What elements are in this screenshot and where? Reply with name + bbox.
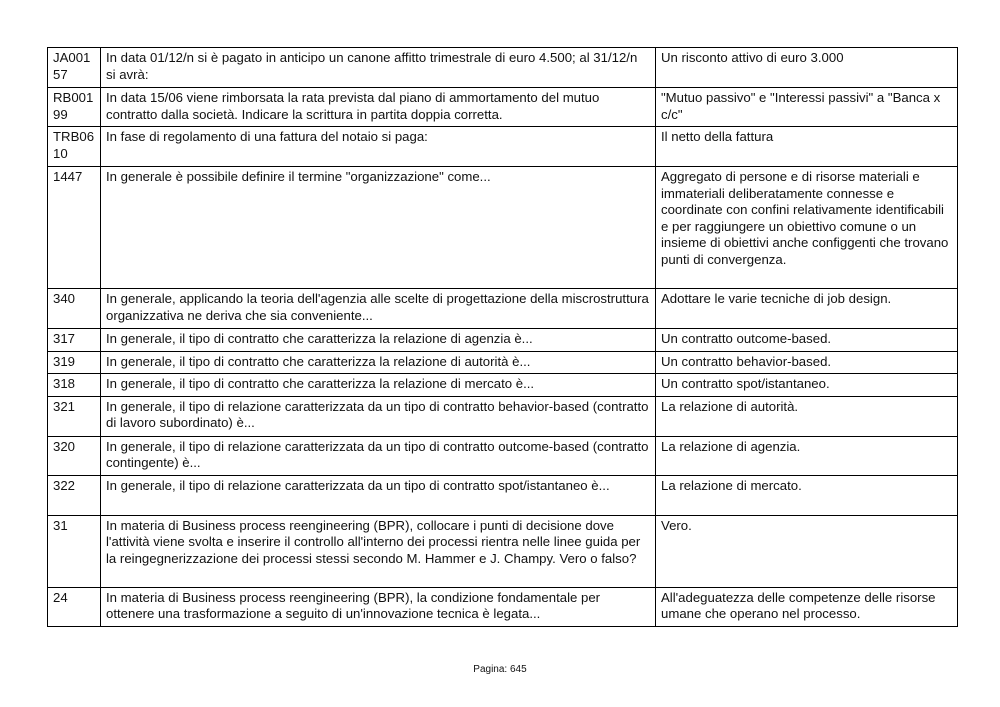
question-text: In generale, il tipo di relazione caratterizzata da un tipo di contratto behavior-based (contratto di lavoro subordinato) è... — [101, 396, 656, 436]
table-row — [48, 374, 958, 397]
question-text: In data 15/06 viene rimborsata la rata prevista dal piano di ammortamento del mutuo contratto dalla società. Indicare la scrittura in partita doppia corretta. — [101, 88, 656, 127]
question-id: 321 — [48, 396, 101, 436]
question-id: 24 — [48, 587, 101, 626]
question-text: In generale, il tipo di contratto che caratterizza la relazione di agenzia è... — [101, 329, 656, 352]
table-row — [48, 351, 958, 374]
question-text: In materia di Business process reengineering (BPR), la condizione fondamentale per ottenere una trasformazione a seguito di un'innovazione tecnica è legata... — [101, 587, 656, 626]
qa-table — [47, 47, 958, 627]
question-text: In generale, il tipo di contratto che caratterizza la relazione di mercato è... — [101, 374, 656, 397]
question-id: 340 — [48, 289, 101, 329]
table-row — [48, 396, 958, 436]
answer-text: Un contratto spot/istantaneo. — [656, 374, 958, 397]
question-id: 317 — [48, 329, 101, 352]
question-text: In generale, applicando la teoria dell'agenzia alle scelte di progettazione della miscrostruttura organizzativa ne deriva che sia conveniente... — [101, 289, 656, 329]
question-text: In fase di regolamento di una fattura del notaio si paga: — [101, 127, 656, 167]
table-row — [48, 167, 958, 289]
page-number: Pagina: 645 — [473, 664, 527, 675]
table-row — [48, 48, 958, 88]
table-row — [48, 88, 958, 127]
answer-text: Vero. — [656, 515, 958, 587]
table-row — [48, 289, 958, 329]
question-id: TRB0610 — [48, 127, 101, 167]
answer-text: La relazione di mercato. — [656, 475, 958, 515]
question-id: JA00157 — [48, 48, 101, 88]
table-row — [48, 515, 958, 587]
question-id: 322 — [48, 475, 101, 515]
table-row — [48, 587, 958, 626]
answer-text: Un contratto behavior-based. — [656, 351, 958, 374]
table-row — [48, 329, 958, 352]
answer-text: Un contratto outcome-based. — [656, 329, 958, 352]
answer-text: Un risconto attivo di euro 3.000 — [656, 48, 958, 88]
question-id: RB00199 — [48, 88, 101, 127]
question-text: In generale, il tipo di relazione caratterizzata da un tipo di contratto outcome-based (contratto contingente) è... — [101, 436, 656, 475]
answer-text: La relazione di agenzia. — [656, 436, 958, 475]
table-row — [48, 127, 958, 167]
question-text: In generale, il tipo di contratto che caratterizza la relazione di autorità è... — [101, 351, 656, 374]
answer-text: Il netto della fattura — [656, 127, 958, 167]
answer-text: "Mutuo passivo" e "Interessi passivi" a "Banca x c/c" — [656, 88, 958, 127]
question-id: 1447 — [48, 167, 101, 289]
question-id: 319 — [48, 351, 101, 374]
question-text: In generale, il tipo di relazione caratterizzata da un tipo di contratto spot/istantaneo è... — [101, 475, 656, 515]
question-text: In materia di Business process reengineering (BPR), collocare i punti di decisione dove l'attività viene svolta e inserire il controllo all'interno dei processi rientra nelle linee guida per la reingegnerizzazione dei processi stessi secondo M. Hammer e J. Champy. Vero o falso? — [101, 515, 656, 587]
table-row — [48, 436, 958, 475]
question-id: 31 — [48, 515, 101, 587]
answer-text: Adottare le varie tecniche di job design. — [656, 289, 958, 329]
question-text: In data 01/12/n si è pagato in anticipo un canone affitto trimestrale di euro 4.500; al 31/12/n si avrà: — [101, 48, 656, 88]
question-id: 320 — [48, 436, 101, 475]
answer-text: La relazione di autorità. — [656, 396, 958, 436]
question-text: In generale è possibile definire il termine "organizzazione" come... — [101, 167, 656, 289]
answer-text: Aggregato di persone e di risorse materiali e immateriali deliberatamente connesse e coordinate con confini relativamente identificabili e per raggiungere un obiettivo comune o un insieme di obiettivi anche configgenti che trovano punti di convergenza. — [656, 167, 958, 289]
answer-text: All'adeguatezza delle competenze delle risorse umane che operano nel processo. — [656, 587, 958, 626]
table-row — [48, 475, 958, 515]
question-id: 318 — [48, 374, 101, 397]
